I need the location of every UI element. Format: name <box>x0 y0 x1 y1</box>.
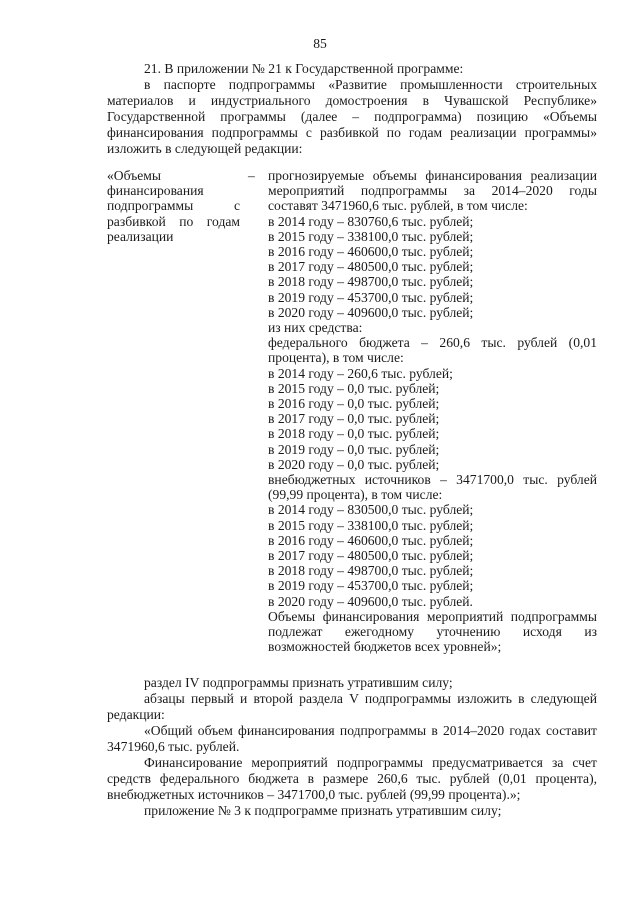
funding-lead: прогнозируемые объемы финансирования реализации мероприятий подпрограммы за 2014–2020 годы составят 3471960,6 тыс. рублей, в том числе: <box>268 168 597 214</box>
total-year-line: в 2020 году – 409600,0 тыс. рублей; <box>268 304 474 320</box>
federal-year-line: в 2020 году – 0,0 тыс. рублей; <box>268 456 440 472</box>
tail-section <box>107 675 597 819</box>
extra-year-line: в 2018 году – 498700,0 тыс. рублей; <box>268 563 474 579</box>
funding-table <box>107 168 597 668</box>
total-year-line: в 2016 году – 460600,0 тыс. рублей; <box>268 244 474 260</box>
federal-year-line: в 2017 году – 0,0 тыс. рублей; <box>268 411 440 427</box>
intro-heading: 21. В приложении № 21 к Государственной программе: <box>144 61 464 76</box>
table-content <box>268 168 597 655</box>
tail-paragraph-2: абзацы первый и второй раздела V подпрограммы изложить в следующей редакции: <box>107 691 597 722</box>
tail-paragraph-1: раздел IV подпрограммы признать утратившим силу; <box>144 675 453 690</box>
extra-year-line: в 2015 году – 338100,0 тыс. рублей; <box>268 517 474 533</box>
total-year-line: в 2018 году – 498700,0 тыс. рублей; <box>268 274 474 290</box>
extra-year-line: в 2019 году – 453700,0 тыс. рублей; <box>268 578 474 594</box>
extra-year-line: в 2016 году – 460600,0 тыс. рублей; <box>268 532 474 548</box>
of-them-line: из них средства: <box>268 320 363 336</box>
tail-paragraph-3: «Общий объем финансирования подпрограммы в 2014–2020 годах составит 3471960,6 тыс. рублей. <box>107 723 597 754</box>
federal-year-line: в 2014 году – 260,6 тыс. рублей; <box>268 365 453 381</box>
closing-note: Объемы финансирования мероприятий подпрограммы подлежат ежегодному уточнению исходя из возможностей бюджетов всех уровней»; <box>268 608 597 655</box>
federal-year-line: в 2015 году – 0,0 тыс. рублей; <box>268 380 440 396</box>
intro-paragraph: в паспорте подпрограммы «Развитие промышленности строительных материалов и индустриального домостроения в Чувашской Республике» Государственной программы (далее – подпрограмма) позицию «Объемы финансирования подпрограммы с разбивкой по годам реализации программы» изложить в следующей редакции: <box>107 77 597 156</box>
table-dash: – <box>248 168 255 183</box>
intro-section <box>107 61 597 157</box>
extra-budget-line: внебюджетных источников – 3471700,0 тыс. рублей (99,99 процента), в том числе: <box>268 472 597 503</box>
total-year-line: в 2014 году – 830760,6 тыс. рублей; <box>268 213 474 229</box>
federal-year-line: в 2019 году – 0,0 тыс. рублей; <box>268 441 440 457</box>
federal-year-line: в 2018 году – 0,0 тыс. рублей; <box>268 426 440 442</box>
tail-paragraph-5: приложение № 3 к подпрограмме признать утратившим силу; <box>144 803 502 818</box>
federal-budget-line: федерального бюджета – 260,6 тыс. рублей (0,01 процента), в том числе: <box>268 335 597 366</box>
extra-year-line: в 2020 году – 409600,0 тыс. рублей. <box>268 593 473 609</box>
page-number: 85 <box>313 36 327 51</box>
table-label: «Объемы финансирования подпрограммы с разбивкой по годам реализации <box>107 168 240 244</box>
tail-paragraph-4: Финансирование мероприятий подпрограммы предусматривается за счет средств федерального бюджета в размере 260,6 тыс. рублей (0,01 процента), внебюджетных источников – 3471700,0 тыс. рублей (99,99 процента).»; <box>107 755 597 802</box>
total-year-line: в 2019 году – 453700,0 тыс. рублей; <box>268 289 474 305</box>
total-year-line: в 2017 году – 480500,0 тыс. рублей; <box>268 259 474 275</box>
extra-year-line: в 2017 году – 480500,0 тыс. рублей; <box>268 548 474 564</box>
federal-year-line: в 2016 году – 0,0 тыс. рублей; <box>268 396 440 412</box>
total-year-line: в 2015 году – 338100,0 тыс. рублей; <box>268 228 474 244</box>
extra-year-line: в 2014 году – 830500,0 тыс. рублей; <box>268 502 474 518</box>
